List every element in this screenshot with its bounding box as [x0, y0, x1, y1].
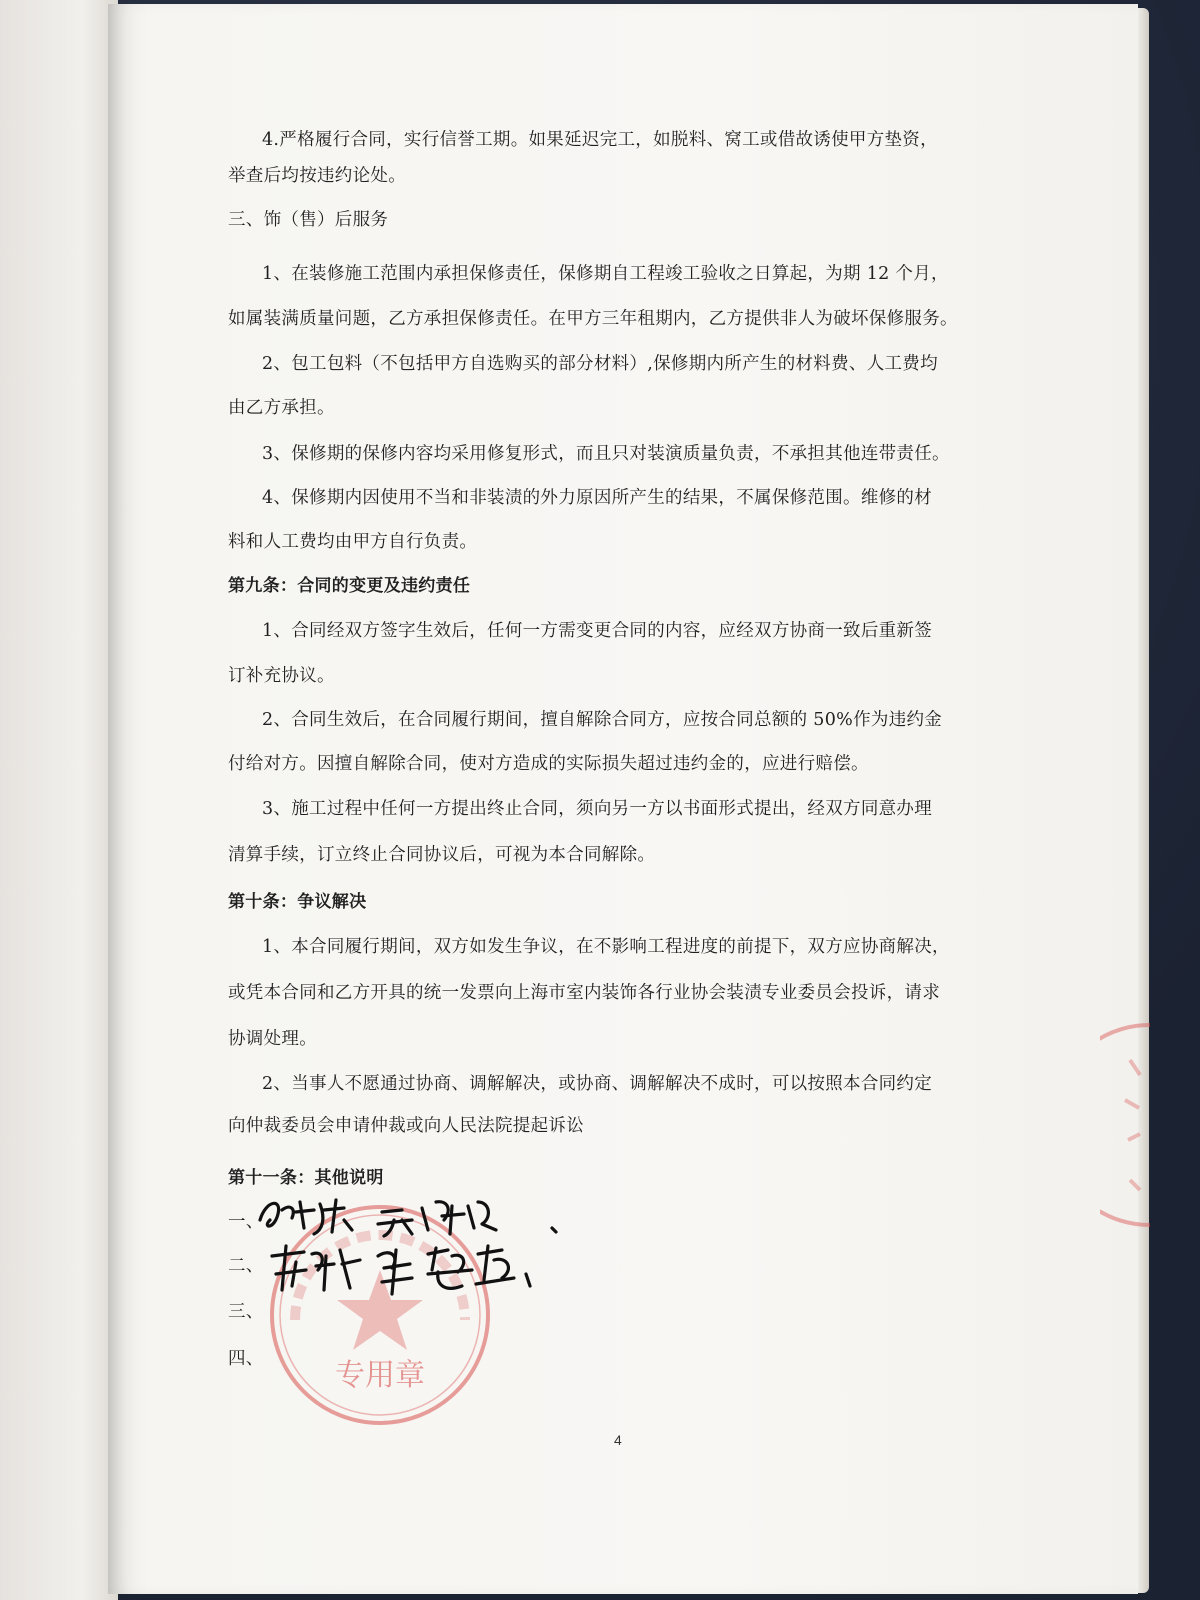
article-9-1-line-2: 订补充协议。 [228, 666, 335, 686]
handwritten-notes-signature [252, 1190, 592, 1310]
article-10-1-line-1: 1、本合同履行期间，双方如发生争议，在不影响工程进度的前提下，双方应协商解决， [262, 937, 950, 957]
article-9-2-line-1: 2、合同生效后，在合同履行期间，擅自解除合同方，应按合同总额的 50%作为违约金 [262, 710, 943, 730]
service-1-line-1: 1、在装修施工范围内承担保修责任，保修期自工程竣工验收之日算起，为期 12 个月， [262, 264, 949, 284]
service-2-line-2: 由乙方承担。 [228, 398, 335, 418]
service-1-line-2: 如属装满质量问题，乙方承担保修责任。在甲方三年租期内，乙方提供非人为破坏保修服务。 [228, 309, 958, 329]
section-after-service-heading: 三、饰（售）后服务 [228, 210, 389, 230]
stamp-text: 专用章 [335, 1358, 425, 1393]
service-2-line-1: 2、包工包料（不包括甲方自选购买的部分材料）,保修期内所产生的材料费、人工费均 [262, 354, 938, 374]
page-number: 4 [614, 1432, 622, 1448]
other-item-2-label: 二、 [228, 1256, 264, 1276]
other-item-4-label: 四、 [228, 1349, 264, 1369]
service-4-line-1: 4、保修期内因使用不当和非装渍的外力原因所产生的结果，不属保修范围。维修的材 [262, 488, 933, 508]
article-11-heading: 第十一条：其他说明 [228, 1168, 384, 1188]
article-9-3-line-1: 3、施工过程中任何一方提出终止合同，须向另一方以书面形式提出，经双方同意办理 [262, 799, 933, 819]
partial-seal-right [1100, 1020, 1160, 1230]
previous-page-edge [0, 0, 118, 1600]
article-10-1-line-2: 或凭本合同和乙方开具的统一发票向上海市室内装饰各行业协会装渍专业委员会投诉，请求 [228, 983, 940, 1003]
service-3-line-1: 3、保修期的保修内容均采用修复形式，而且只对装演质量负责，不承担其他连带责任。 [262, 444, 950, 464]
article-9-3-line-2: 清算手续，订立终止合同协议后，可视为本合同解除。 [228, 845, 656, 865]
other-item-3-label: 三、 [228, 1302, 264, 1322]
other-item-1-label: 一、 [228, 1212, 264, 1232]
article-10-heading: 第十条：争议解决 [228, 892, 367, 912]
service-4-line-2: 料和人工费均由甲方自行负责。 [228, 532, 478, 552]
article-10-2-line-1: 2、当事人不愿通过协商、调解解决，或协商、调解解决不成时，可以按照本合同约定 [262, 1074, 933, 1094]
clause-4-line-1: 4.严格履行合同，实行信誉工期。如果延迟完工，如脱料、窝工或借故诱使甲方垫资， [262, 130, 938, 150]
article-10-2-line-2: 向仲裁委员会申请仲裁或向人民法院提起诉讼 [228, 1116, 584, 1136]
article-10-1-line-3: 协调处理。 [228, 1029, 317, 1049]
clause-4-line-2: 举查后均按违约论处。 [228, 166, 406, 186]
article-9-heading: 第九条：合同的变更及违约责任 [228, 576, 471, 596]
article-9-1-line-1: 1、合同经双方签字生效后，任何一方需变更合同的内容，应经双方协商一致后重新签 [262, 621, 933, 641]
article-9-2-line-2: 付给对方。因擅自解除合同，使对方造成的实际损失超过违约金的，应进行赔偿。 [228, 754, 869, 774]
